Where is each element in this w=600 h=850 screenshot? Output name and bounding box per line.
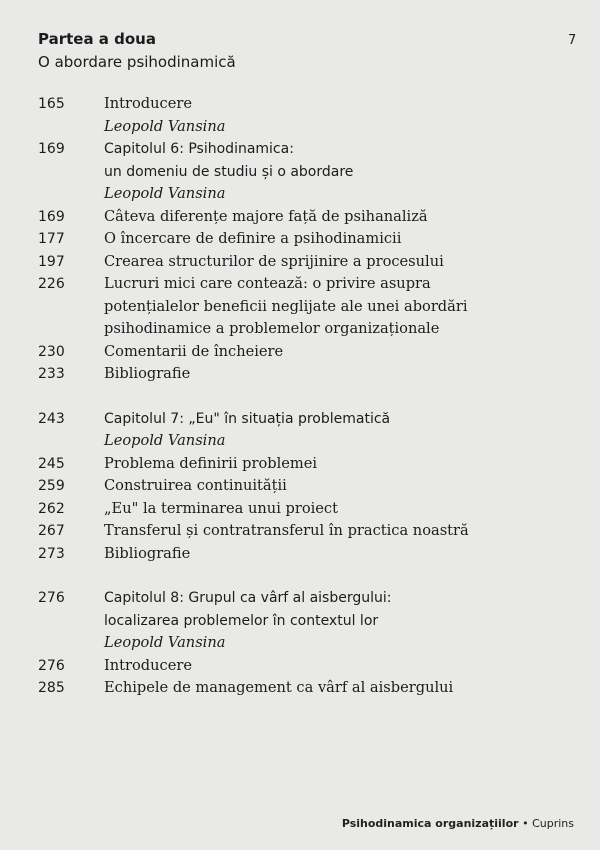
toc-section-title: Transferul și contratransferul în practica noastră — [104, 522, 469, 539]
toc-entry-body — [104, 228, 583, 251]
toc-section-title: Crearea structurilor de sprijinire a procesului — [104, 252, 444, 270]
toc-page-number: 273 — [38, 545, 65, 562]
toc-entry — [38, 475, 583, 498]
toc-entry — [38, 93, 583, 138]
page-number: 7 — [568, 33, 577, 48]
footer-separator: • — [522, 817, 529, 830]
toc-entry-body — [104, 408, 583, 453]
toc-entry — [38, 543, 583, 566]
toc-entry-body — [104, 677, 583, 700]
toc-chapter-title: localizarea problemelor în contextul lor — [104, 612, 379, 629]
toc-entry — [38, 498, 583, 521]
part-subtitle: O abordare psihodinamică — [38, 53, 236, 71]
toc-entry-body — [104, 587, 583, 655]
toc-entry — [38, 677, 583, 700]
toc-section-title: Introducere — [104, 95, 192, 112]
toc-page-number: 169 — [38, 141, 65, 157]
toc-page-number: 197 — [38, 253, 65, 270]
toc-chapter-title: Capitolul 7: „Eu" în situația problematică — [104, 410, 391, 427]
toc-section-title: Problema definirii problemei — [104, 454, 318, 472]
footer-book-title: Psihodinamica organizațiilor — [341, 817, 519, 830]
toc-entry — [38, 453, 583, 476]
toc-entry — [38, 341, 583, 364]
footer-section: Cuprins — [532, 817, 574, 830]
toc-section-title: psihodinamice a problemelor organizaționale — [104, 320, 440, 337]
toc-author: Leopold Vansina — [104, 432, 226, 449]
toc-page-number: 233 — [38, 366, 65, 382]
toc-entry — [38, 251, 583, 274]
toc-page-number: 177 — [38, 231, 65, 247]
toc-page-number: 285 — [38, 680, 65, 696]
toc-entry-body — [104, 341, 583, 364]
toc-entry-body — [104, 520, 583, 543]
toc-page-number: 165 — [38, 96, 65, 112]
toc-entry-body — [104, 251, 583, 274]
table-of-contents — [38, 93, 583, 700]
toc-page-number: 262 — [38, 500, 65, 517]
running-footer — [342, 817, 574, 830]
toc-author: Leopold Vansina — [104, 634, 226, 651]
toc-section-title: Introducere — [104, 656, 192, 674]
toc-section-title: Bibliografie — [104, 544, 191, 562]
toc-page-number: 276 — [38, 657, 65, 674]
toc-chapter-title: Capitolul 8: Grupul ca vârf al aisbergului: — [104, 590, 392, 606]
toc-chapter-title: un domeniu de studiu și o abordare — [104, 163, 354, 180]
toc-section-title: Câteva diferențe majore față de psihanaliză — [104, 207, 428, 225]
toc-section-title: Comentarii de încheiere — [104, 342, 284, 360]
toc-entry — [38, 655, 583, 678]
toc-entry — [38, 587, 583, 655]
toc-section-title: Lucruri mici care contează: o privire asupra — [104, 275, 431, 292]
toc-entry-body — [104, 655, 583, 678]
toc-page-number: 230 — [38, 343, 65, 360]
toc-entry — [38, 273, 583, 341]
toc-page-number: 226 — [38, 276, 65, 292]
toc-page-number: 259 — [38, 478, 65, 494]
toc-chapter-title: Capitolul 6: Psihodinamica: — [104, 141, 294, 157]
toc-entry — [38, 138, 583, 206]
toc-entry-body — [104, 206, 583, 229]
toc-entry-body — [104, 498, 583, 521]
toc-entry-body — [104, 138, 583, 206]
toc-section-title: O încercare de definire a psihodinamicii — [104, 230, 402, 247]
toc-section-title: „Eu" la terminarea unui proiect — [104, 499, 338, 517]
toc-section-title: Bibliografie — [104, 365, 191, 382]
toc-entry-body — [104, 475, 583, 498]
toc-entry — [38, 228, 583, 251]
toc-author: Leopold Vansina — [104, 185, 226, 202]
toc-section-title: potențialelor beneficii neglijate ale unei abordări — [104, 297, 468, 315]
toc-entry — [38, 206, 583, 229]
toc-entry-body — [104, 453, 583, 476]
toc-entry-body — [104, 93, 583, 138]
toc-entry — [38, 363, 583, 386]
toc-entry-body — [104, 543, 583, 566]
toc-author: Leopold Vansina — [104, 117, 226, 135]
toc-section-title: Echipele de management ca vârf al aisbergului — [104, 679, 454, 696]
toc-page-number: 169 — [38, 208, 65, 225]
toc-entry — [38, 408, 583, 453]
toc-section-title: Construirea continuității — [104, 477, 287, 494]
toc-entry-body — [104, 273, 583, 341]
toc-entry-body — [104, 363, 583, 386]
toc-entry — [38, 520, 583, 543]
toc-page-number: 267 — [38, 523, 65, 539]
toc-page-number: 245 — [38, 455, 65, 472]
part-title: Partea a doua — [38, 30, 156, 48]
toc-page-number: 276 — [38, 590, 65, 606]
toc-page-number: 243 — [38, 410, 65, 427]
